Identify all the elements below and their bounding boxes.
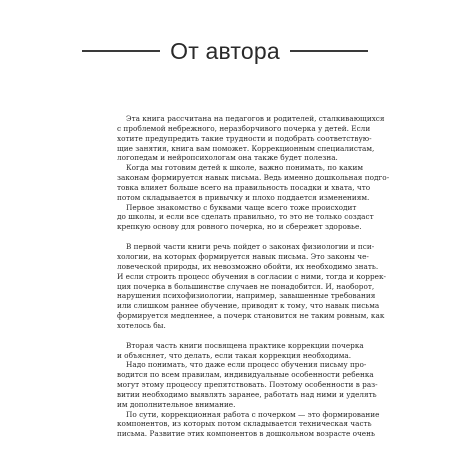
text-line: Вторая часть книги посвящена практике коррекции почерка (126, 340, 364, 350)
heading-rule-right (290, 50, 368, 52)
text-line: до школы, и если все сделать правильно, то это не только создаст (117, 212, 374, 222)
text-line: Когда мы готовим детей к школе, важно понимать, по каким (126, 163, 363, 173)
text-line: хологии, на которых формируется навык письма. Это законы че- (117, 251, 369, 261)
chapter-title: От автора (170, 37, 280, 64)
text-line: могут этому процессу препятствовать. Поэтому особенности в раз- (117, 380, 378, 390)
text-line: им дополнительное внимание. (117, 399, 236, 409)
paragraph-gap (117, 232, 341, 242)
text-line: ция почерка в большинстве случаев не понадобится. И, наоборот, (117, 281, 375, 291)
text-line: витии необходимо выявлять заранее, работать над ними и уделять (117, 389, 377, 399)
heading-rule-left (82, 50, 160, 52)
text-line: компонентов, из которых потом складывается техническая часть (117, 419, 372, 429)
text-line: И если строить процесс обучения в согласии с ними, тогда и коррек- (117, 271, 386, 281)
body-text (117, 114, 390, 439)
text-line: Эта книга рассчитана на педагогов и родителей, сталкивающихся (126, 114, 385, 123)
paragraph (117, 114, 385, 163)
text-line: формируется медленнее, а почерк становится не таким ровным, как (117, 311, 385, 321)
text-line: крепкую основу для ровного почерка, но и сбережет здоровье. (117, 222, 362, 232)
text-line: хотелось бы. (117, 320, 166, 330)
text-line: потом складывается в привычку и плохо поддается изменениям. (117, 192, 370, 202)
text-line: законам формируется навык письма. Ведь именно дошкольная подго- (117, 173, 390, 183)
text-line: ловеческой природы, их невозможно обойти, их необходимо знать. (117, 261, 379, 271)
text-line: Надо понимать, что даже если процесс обучения письму про- (126, 360, 367, 370)
text-line: щие занятия, книга вам поможет. Коррекционным специалистам, (117, 143, 375, 153)
text-line: нарушения психофизиологии, например, завышенные требования (117, 291, 376, 301)
paragraph (117, 163, 390, 202)
paragraph-gap (117, 331, 341, 341)
text-line: или слишком раннее обучение, приводят к тому, что навык письма (117, 301, 380, 311)
text-line: и объясняет, что делать, если такая коррекция необходима. (117, 350, 352, 360)
text-line: письма. Развитие этих компонентов в дошкольном возрасте очень (117, 429, 375, 439)
text-line: В первой части книги речь пойдет о законах физиологии и пси- (126, 242, 375, 252)
text-line: водится по всем правилам, индивидуальные особенности ребенка (117, 370, 374, 380)
text-line: хотите предупредить такие трудности и подобрать соответствую- (117, 133, 372, 143)
text-line: товка влияет больше всего на правильность посадки и хвата, что (117, 182, 371, 192)
text-line: Первое знакомство с буквами чаще всего тоже происходит (126, 202, 357, 212)
text-line: с проблемой небрежного, неразборчивого почерка у детей. Если (117, 123, 371, 133)
paragraph (117, 409, 380, 440)
paragraph (117, 202, 374, 233)
chapter-heading (0, 36, 450, 66)
paragraph (117, 242, 386, 331)
paragraph (117, 360, 378, 409)
text-line: По сути, коррекционная работа с почерком — это формирование (126, 409, 380, 419)
paragraph (117, 340, 364, 361)
text-line: логопедам и нейропсихологам она также будет полезна. (117, 153, 338, 163)
